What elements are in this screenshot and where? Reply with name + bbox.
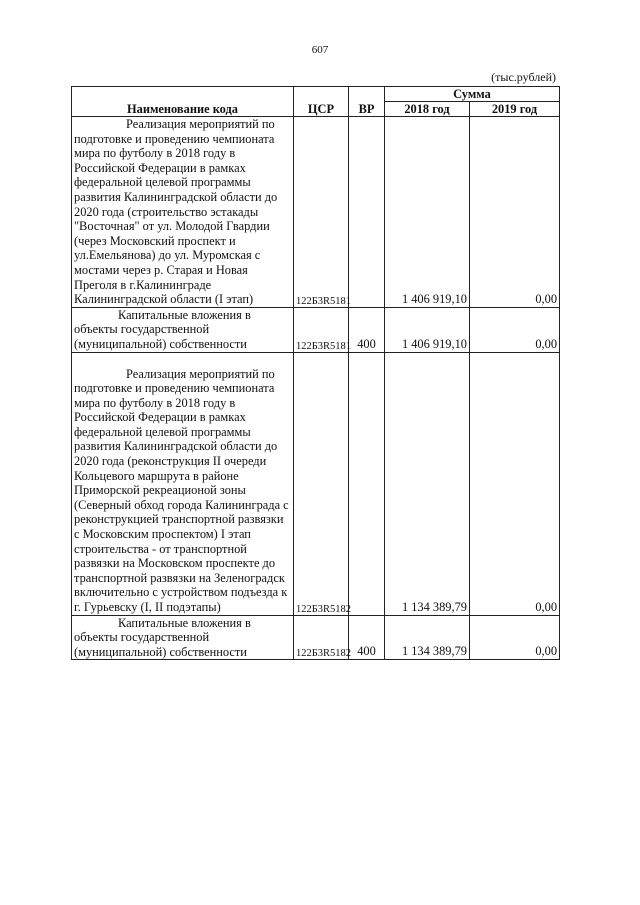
budget-table — [71, 86, 560, 660]
header-year-2019: 2019 год — [470, 102, 560, 117]
header-year-2018: 2018 год — [385, 102, 470, 117]
table-row — [72, 352, 560, 615]
row-vr: 400 — [349, 307, 385, 352]
header-vr: ВР — [349, 87, 385, 117]
header-sum: Сумма — [385, 87, 560, 102]
row-amount-2018: 1 406 919,10 — [385, 307, 470, 352]
row-amount-2018: 1 406 919,10 — [385, 117, 470, 308]
units-note: (тыс.рублей) — [491, 70, 556, 84]
row-csr: 122Б3R5182 — [294, 615, 349, 660]
header-row-top — [72, 87, 560, 102]
row-csr: 122Б3R5181 — [294, 117, 349, 308]
row-csr: 122Б3R5181 — [294, 307, 349, 352]
row-vr — [349, 117, 385, 308]
row-name: Реализация мероприятий по подготовке и проведению чемпионата мира по футболу в 2018 году в Российской Федерации в рамках федеральной целевой программы развития Калининградской области до 2020 года (реконструкция II очереди Кольцевого маршрута в районе Приморской рекреационой зоны (Северный обход города Калининграда с реконструкцией транспортной развязки с Московским проспектом) I этап строительства - от транспортной развязки на Московском проспекте до транспортной развязки на Зеленоградск включительно с устройством подъезда к г. Гурьевску (I, II подэтапы) — [72, 352, 294, 615]
header-csr: ЦСР — [294, 87, 349, 117]
row-name: Капитальные вложения в объекты государственной (муниципальной) собственности — [72, 615, 294, 660]
row-amount-2018: 1 134 389,79 — [385, 352, 470, 615]
table-row — [72, 615, 560, 660]
row-name: Капитальные вложения в объекты государственной (муниципальной) собственности — [72, 307, 294, 352]
table-row — [72, 117, 560, 308]
row-vr — [349, 352, 385, 615]
row-amount-2019: 0,00 — [470, 307, 560, 352]
row-amount-2019: 0,00 — [470, 615, 560, 660]
page-number: 607 — [311, 44, 329, 56]
row-amount-2019: 0,00 — [470, 117, 560, 308]
row-csr: 122Б3R5182 — [294, 352, 349, 615]
row-amount-2018: 1 134 389,79 — [385, 615, 470, 660]
row-vr: 400 — [349, 615, 385, 660]
row-name: Реализация мероприятий по подготовке и проведению чемпионата мира по футболу в 2018 году в Российской Федерации в рамках федеральной целевой программы развития Калининградской области до 2020 года (строительство эстакады "Восточная" от ул. Молодой Гвардии (через Московский проспект и ул.Емельянова) до ул. Муромская с мостами через р. Старая и Новая Преголя в г.Калининграде Калининградской области (I этап) — [72, 117, 294, 308]
table-row — [72, 307, 560, 352]
row-amount-2019: 0,00 — [470, 352, 560, 615]
header-name: Наименование кода — [72, 87, 294, 117]
